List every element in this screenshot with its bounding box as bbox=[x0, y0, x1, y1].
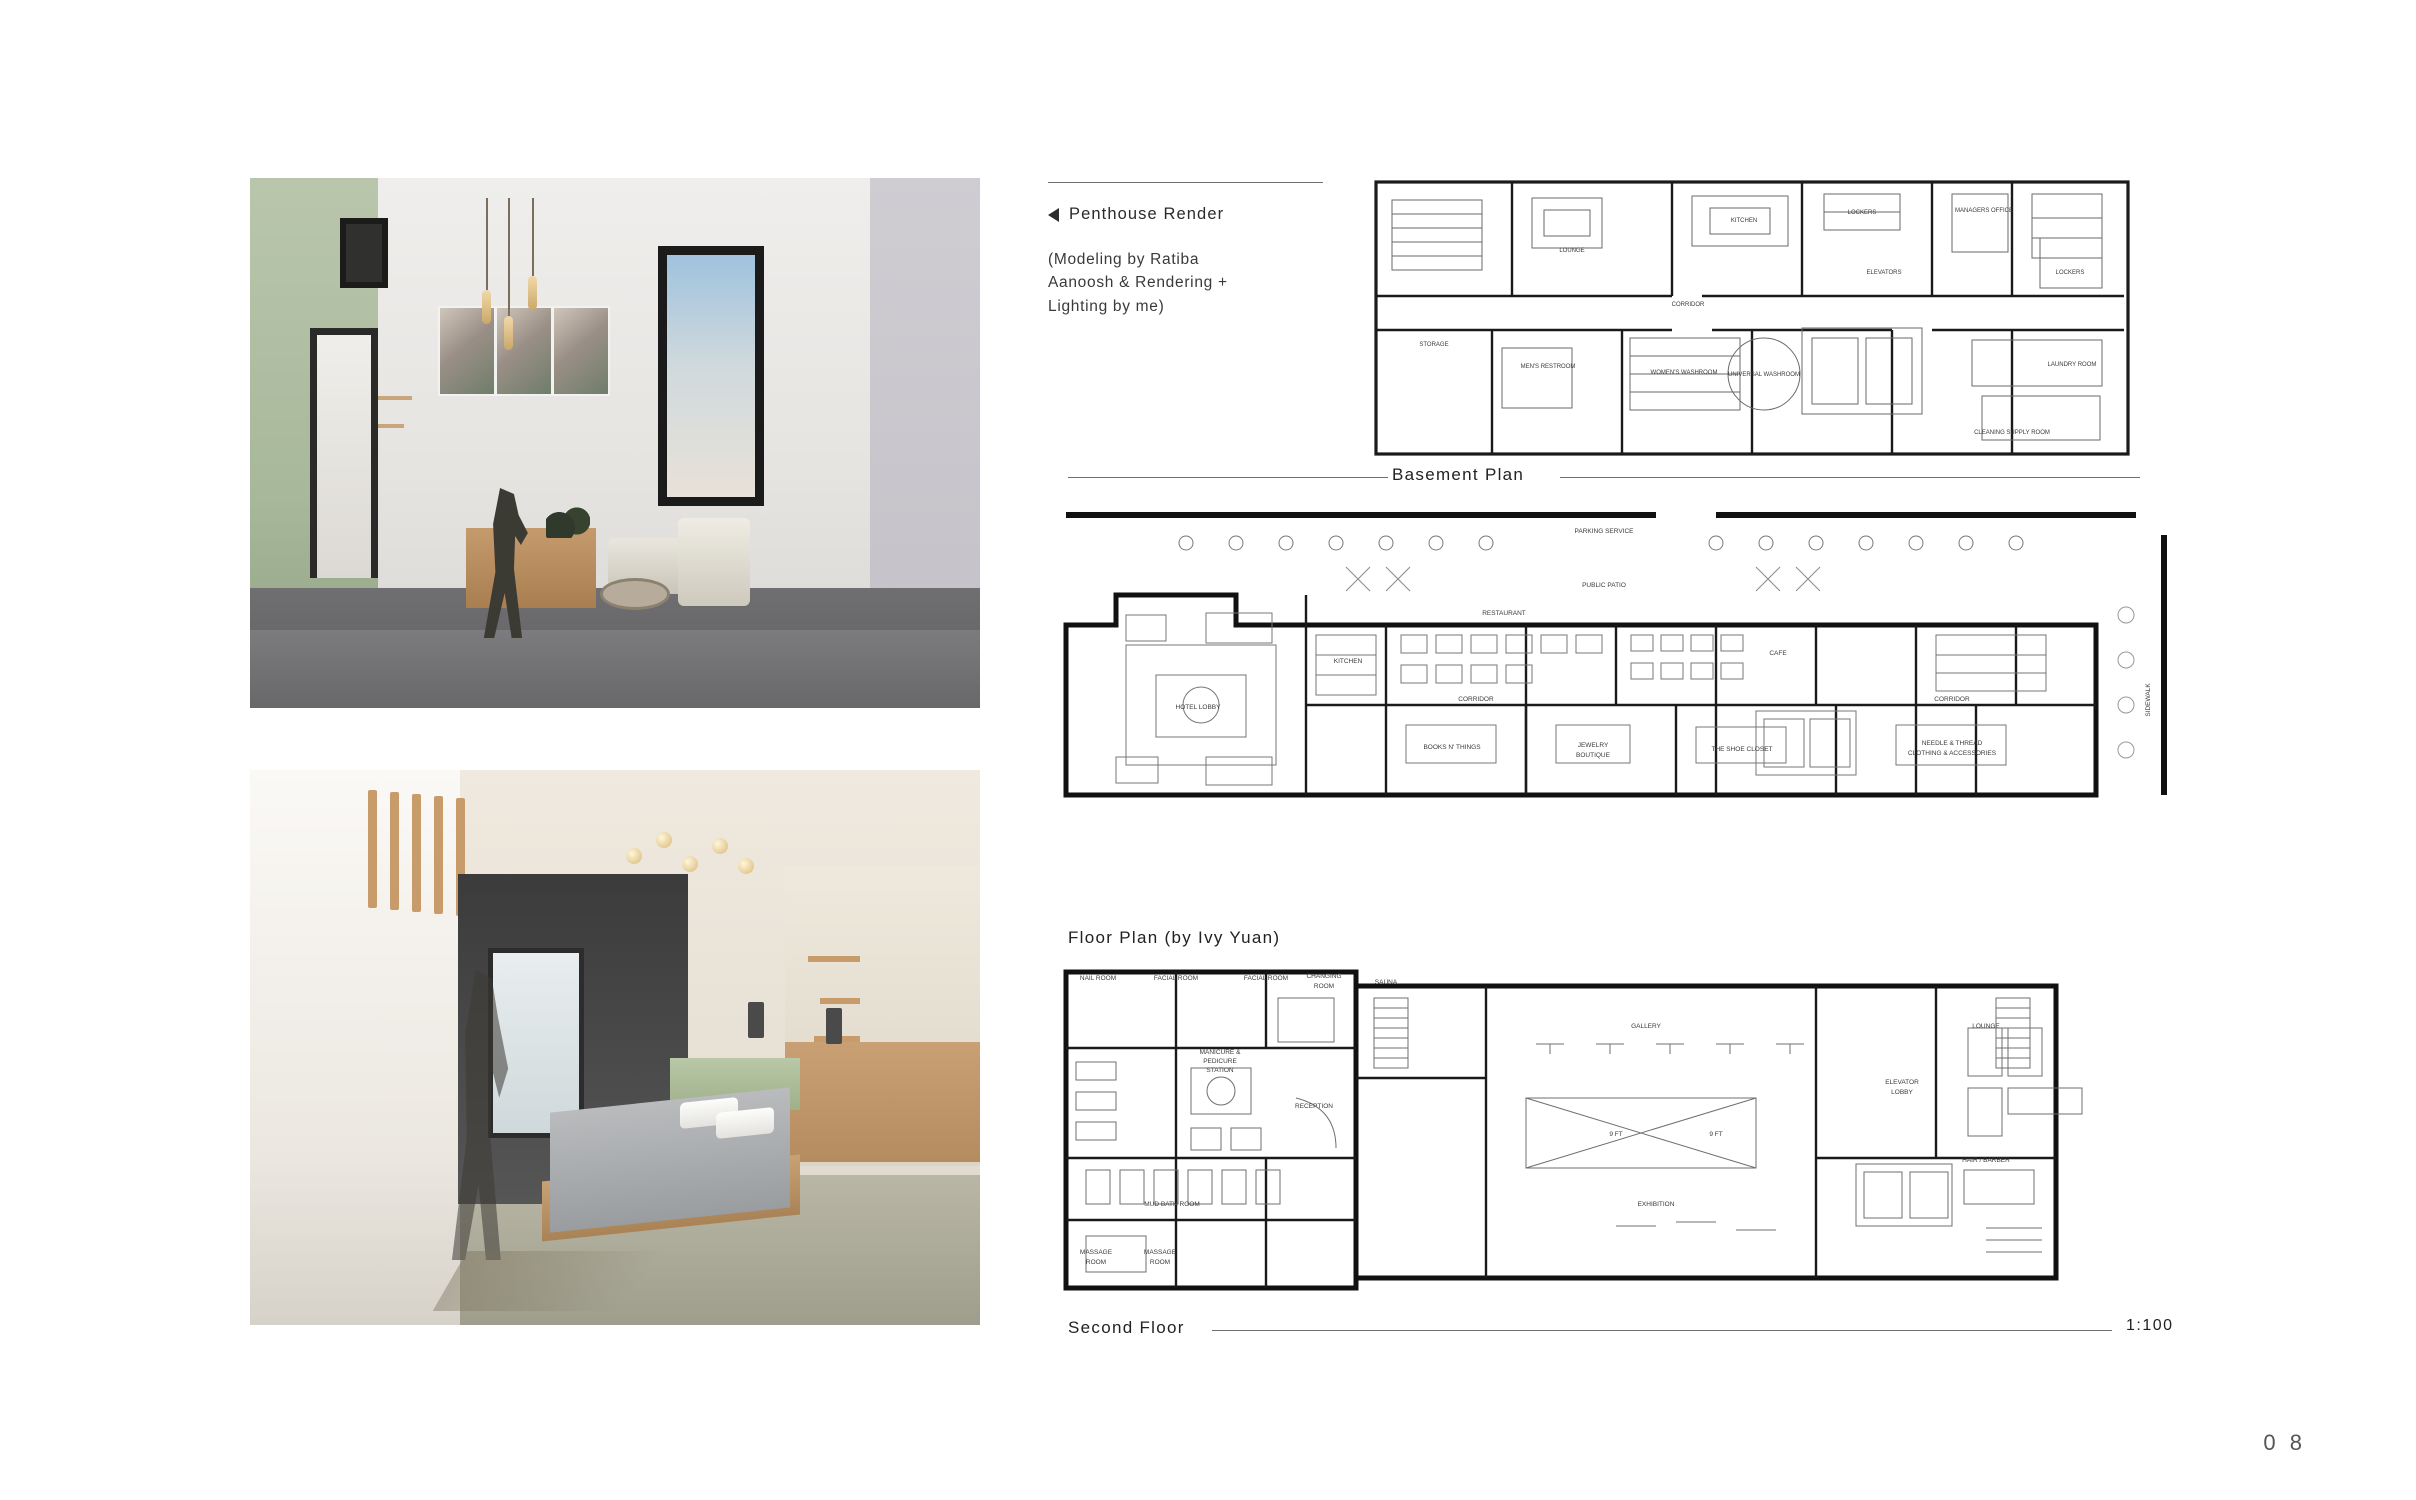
svg-text:SAUNA: SAUNA bbox=[1374, 979, 1398, 986]
svg-text:GALLERY: GALLERY bbox=[1631, 1023, 1661, 1030]
svg-text:STATION: STATION bbox=[1206, 1067, 1234, 1074]
svg-text:CORRIDOR: CORRIDOR bbox=[1934, 696, 1970, 703]
svg-text:CORRIDOR: CORRIDOR bbox=[1671, 302, 1705, 308]
caption-credit-line-2: Aanoosh & Rendering + bbox=[1048, 274, 1228, 292]
basement-plan-label: Basement Plan bbox=[1392, 465, 1525, 484]
wood-slat bbox=[390, 792, 399, 910]
floating-shelf bbox=[378, 424, 404, 428]
svg-text:MASSAGE: MASSAGE bbox=[1143, 1249, 1177, 1256]
basement-label-rule-left bbox=[1068, 477, 1388, 478]
doorway bbox=[310, 328, 378, 578]
caption-heading bbox=[1048, 205, 1328, 224]
second-floor-label-rule bbox=[1212, 1330, 2112, 1331]
pendant-bulb bbox=[482, 290, 491, 324]
svg-text:CHANGING: CHANGING bbox=[1306, 973, 1342, 980]
svg-text:NEEDLE & THREAD: NEEDLE & THREAD bbox=[1921, 740, 1983, 747]
svg-text:ELEVATOR: ELEVATOR bbox=[1885, 1079, 1919, 1086]
plant bbox=[546, 504, 590, 538]
wall-lamp bbox=[748, 1002, 764, 1038]
svg-text:FACIAL ROOM: FACIAL ROOM bbox=[1243, 975, 1289, 982]
wood-slat bbox=[368, 790, 377, 908]
window bbox=[658, 246, 764, 506]
svg-text:BOOKS N' THINGS: BOOKS N' THINGS bbox=[1423, 744, 1481, 751]
svg-text:HOTEL LOBBY: HOTEL LOBBY bbox=[1175, 704, 1221, 711]
ground-floor-plan-drawing bbox=[1056, 495, 2176, 925]
svg-text:SIDEWALK: SIDEWALK bbox=[2145, 683, 2152, 717]
svg-text:ROOM: ROOM bbox=[1313, 983, 1335, 990]
second-floor-plan-drawing bbox=[1056, 958, 2116, 1308]
render-floor-front bbox=[250, 630, 980, 708]
caption-divider bbox=[1048, 182, 1323, 183]
wall-art-panel bbox=[552, 306, 610, 396]
svg-text:LOCKERS: LOCKERS bbox=[1847, 210, 1877, 216]
drawing-scale: 1:100 bbox=[2126, 1317, 2174, 1334]
svg-text:9 FT: 9 FT bbox=[1609, 1131, 1623, 1138]
penthouse-render bbox=[250, 178, 980, 708]
svg-text:LOUNGE: LOUNGE bbox=[1972, 1023, 2000, 1030]
svg-text:KITCHEN: KITCHEN bbox=[1333, 658, 1363, 665]
svg-text:MEN'S RESTROOM: MEN'S RESTROOM bbox=[1520, 364, 1576, 370]
pendant-bulb bbox=[528, 276, 537, 310]
pendant-cord bbox=[486, 198, 488, 290]
svg-text:9 FT: 9 FT bbox=[1709, 1131, 1723, 1138]
svg-text:PUBLIC PATIO: PUBLIC PATIO bbox=[1582, 582, 1626, 589]
render-wall-left bbox=[250, 770, 460, 1325]
svg-text:LOUNGE: LOUNGE bbox=[1559, 248, 1585, 254]
svg-text:ROOM: ROOM bbox=[1149, 1259, 1171, 1266]
bedroom-render bbox=[250, 770, 980, 1325]
wood-headboard-wall bbox=[785, 1042, 980, 1162]
svg-text:LOBBY: LOBBY bbox=[1891, 1089, 1913, 1096]
pendant-cord bbox=[532, 198, 534, 276]
svg-text:MANICURE &: MANICURE & bbox=[1199, 1049, 1241, 1056]
floating-shelf bbox=[808, 956, 860, 962]
wall-lamp bbox=[826, 1008, 842, 1044]
ground-floor-plan-label: Floor Plan (by Ivy Yuan) bbox=[1068, 928, 1281, 947]
svg-text:PARKING SERVICE: PARKING SERVICE bbox=[1574, 528, 1634, 535]
coffee-table bbox=[600, 578, 670, 610]
svg-text:CAFE: CAFE bbox=[1769, 650, 1787, 657]
wood-slat bbox=[434, 796, 443, 914]
caption-block bbox=[1048, 182, 1328, 318]
svg-text:MASSAGE: MASSAGE bbox=[1079, 1249, 1113, 1256]
chandelier bbox=[620, 830, 760, 876]
svg-text:PEDICURE: PEDICURE bbox=[1203, 1058, 1237, 1065]
svg-text:WOMEN'S WASHROOM: WOMEN'S WASHROOM bbox=[1650, 370, 1718, 376]
svg-text:THE SHOE CLOSET: THE SHOE CLOSET bbox=[1711, 746, 1773, 753]
basement-plan-drawing bbox=[1372, 178, 2132, 458]
caption-credit-line-1: (Modeling by Ratiba bbox=[1048, 251, 1200, 268]
caption-credit bbox=[1048, 248, 1328, 318]
svg-text:STORAGE: STORAGE bbox=[1419, 342, 1449, 348]
svg-text:CLOTHING & ACCESSORIES: CLOTHING & ACCESSORIES bbox=[1907, 750, 1997, 757]
svg-text:LOCKERS: LOCKERS bbox=[2055, 270, 2085, 276]
page-number: 0 8 bbox=[2263, 1430, 2306, 1455]
floating-shelf bbox=[820, 998, 860, 1004]
svg-text:RECEPTION: RECEPTION bbox=[1295, 1103, 1333, 1110]
svg-text:RESTAURANT: RESTAURANT bbox=[1482, 610, 1526, 617]
svg-text:CLEANING SUPPLY ROOM: CLEANING SUPPLY ROOM bbox=[1974, 430, 2050, 436]
chaise-lounge bbox=[678, 518, 750, 606]
caption-credit-line-3: Lighting by me) bbox=[1048, 297, 1165, 315]
triangle-left-icon bbox=[1048, 208, 1059, 222]
svg-text:BOUTIQUE: BOUTIQUE bbox=[1576, 752, 1610, 759]
caption-title: Penthouse Render bbox=[1069, 205, 1225, 223]
wood-counter bbox=[466, 528, 596, 608]
svg-text:FACIAL ROOM: FACIAL ROOM bbox=[1153, 975, 1199, 982]
floor-shadow bbox=[433, 1251, 658, 1311]
wood-slat bbox=[412, 794, 421, 912]
svg-text:EXHIBITION: EXHIBITION bbox=[1637, 1201, 1675, 1208]
basement-label-rule-right bbox=[1560, 477, 2140, 478]
svg-text:MANAGERS OFFICE: MANAGERS OFFICE bbox=[1954, 208, 2014, 214]
basement-floor-plan bbox=[1372, 178, 2132, 458]
floating-shelf bbox=[378, 396, 412, 400]
svg-text:HAIR / BARBER: HAIR / BARBER bbox=[1962, 1157, 2010, 1164]
second-floor-plan-label: Second Floor bbox=[1068, 1318, 1185, 1337]
svg-text:ROOM: ROOM bbox=[1085, 1259, 1107, 1266]
svg-text:ELEVATORS: ELEVATORS bbox=[1866, 270, 1902, 276]
svg-text:JEWELRY: JEWELRY bbox=[1577, 742, 1609, 749]
svg-text:CORRIDOR: CORRIDOR bbox=[1458, 696, 1494, 703]
svg-text:LAUNDRY ROOM: LAUNDRY ROOM bbox=[2047, 362, 2097, 368]
svg-text:MUD BATH ROOM: MUD BATH ROOM bbox=[1144, 1201, 1200, 1208]
wall-art-frame bbox=[340, 218, 388, 288]
svg-text:NAIL ROOM: NAIL ROOM bbox=[1079, 975, 1117, 982]
second-floor-plan bbox=[1056, 958, 2116, 1308]
ground-floor-plan bbox=[1056, 495, 2176, 925]
svg-text:KITCHEN: KITCHEN bbox=[1730, 218, 1758, 224]
pendant-bulb bbox=[504, 316, 513, 350]
pendant-cord bbox=[508, 198, 510, 316]
svg-text:UNIVERSAL WASHROOM: UNIVERSAL WASHROOM bbox=[1728, 372, 1800, 378]
